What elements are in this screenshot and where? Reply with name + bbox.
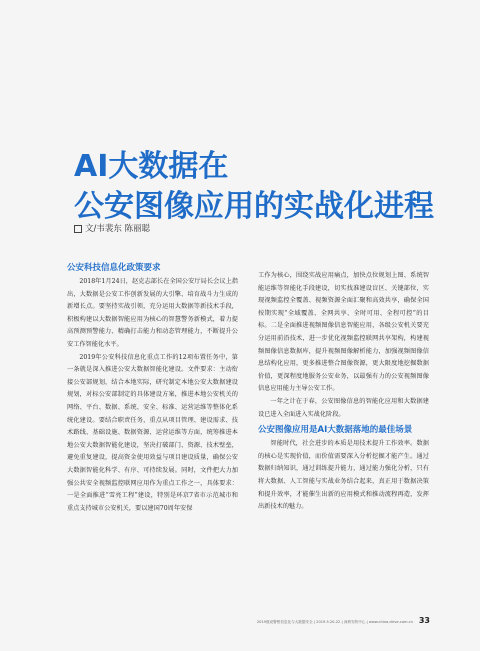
article-title-line-1: AI大数据在 (74, 149, 229, 184)
paragraph: 一年之计在于春，公安图像信息的智能化应用和大数据建设已进入全面进入实战化阶段。 (258, 397, 429, 418)
article-title-line-2: 公安图像应用的实战化进程 (74, 189, 434, 224)
paragraph: 2018年1月24日，赵克志部长在全国公安厅局长会议上指出，大数据是公安工作创新发展的大引擎、培育战斗力生成的新增长点。要坚持实战引领，充分运用大数据等新技术手段，积极构建以大数据智能应用为核心的智慧警务新模式，着力提高预测预警能力、精确打击能力和动态管理能力，不断提升公安工作智能化水平。 (67, 278, 238, 348)
checkbox-square-icon (74, 225, 82, 233)
article-title (74, 147, 434, 227)
footer-text: 2019数说警察信息化与大数据安全 | 2019.5.20-22 | 深圳安防中心 | www.china-drive.com.cn (256, 620, 413, 624)
byline (74, 223, 150, 235)
section-heading-policy: 公安科技信息化政策要求 (67, 263, 161, 273)
paragraph: 工作为核心，围绕实战应用痛点，加快点位规划上图、系统智能运维等智能化手段建设，切实找准建设盲区、关键部位，实现视频监控全覆盖、视频资源全面汇聚和高效共享，确保全国按期实现“全域覆盖、全网共享、全时可用、全程可控”的目标。二是全面推进视频图像信息智能应用，各级公安机关要充分运用前沿技术，进一步优化视频监控联网共享架构，构建视频图像信息数据库，提升视频图像解析能力，加强视频图像信息结构化应用，更多推进整合图像资源，更大限度地挖掘数据价值，更深程度地服务公安业务，以最强有力的公安视频图像信息应用能力主导公安工作。 (258, 272, 429, 393)
paragraph: 2019年公安科技信息化重点工作的12项布置任务中，第一条就是深入推进公安大数据智能化建设。文件要求：主动衔接公安部规划，结合本地实际，研究制定本地公安大数据建设规划，对标公安部制定的具体建设方案，推进本地公安机关的网络、平台、数据、系统、安全、标准、运营运维等整体化系统化建设。要结合职责任务，重点从项目管理、建设需求、技术路线、基础设施、数据资源、运营运维等方面，统筹推进本地公安大数据智能化建设，坚决打破部门、资源、技术壁垒，避免重复建设，提高资金使用效益与项目建设质量，确保公安大数据智能化科学、有序、可持续发展。同时，文件把大力加强公共安全视频监控联网应用作为重点工作之一，具体要求：一是全面推进“雪亮工程”建设，特别是环京7省市示范城市和重点支持城市公安机关，要以建国70周年安保 (67, 353, 238, 512)
left-column (67, 263, 238, 515)
paragraph: 智能时代，社会进步的本质是用技术提升工作效率。数据的核心是实现价值，而价值需要深入分析挖掘才能产生。通过数据归纳知识，通过训练提升能力，通过能力强化分析，只有将大数据、人工智能与实战业务结合起来，真正用于数据决策和提升效率，才能催生出新的应用模式和推动流程再造，发挥出新技术的魅力。 (258, 440, 429, 511)
page-footer (232, 616, 430, 625)
page-number: 33 (418, 616, 430, 625)
byline-text: 文/韦裴东 陈丽聪 (85, 224, 151, 234)
right-column (258, 270, 429, 514)
section-heading-ai-bigdata: 公安图像应用是AI大数据落地的最佳场景 (258, 425, 413, 436)
